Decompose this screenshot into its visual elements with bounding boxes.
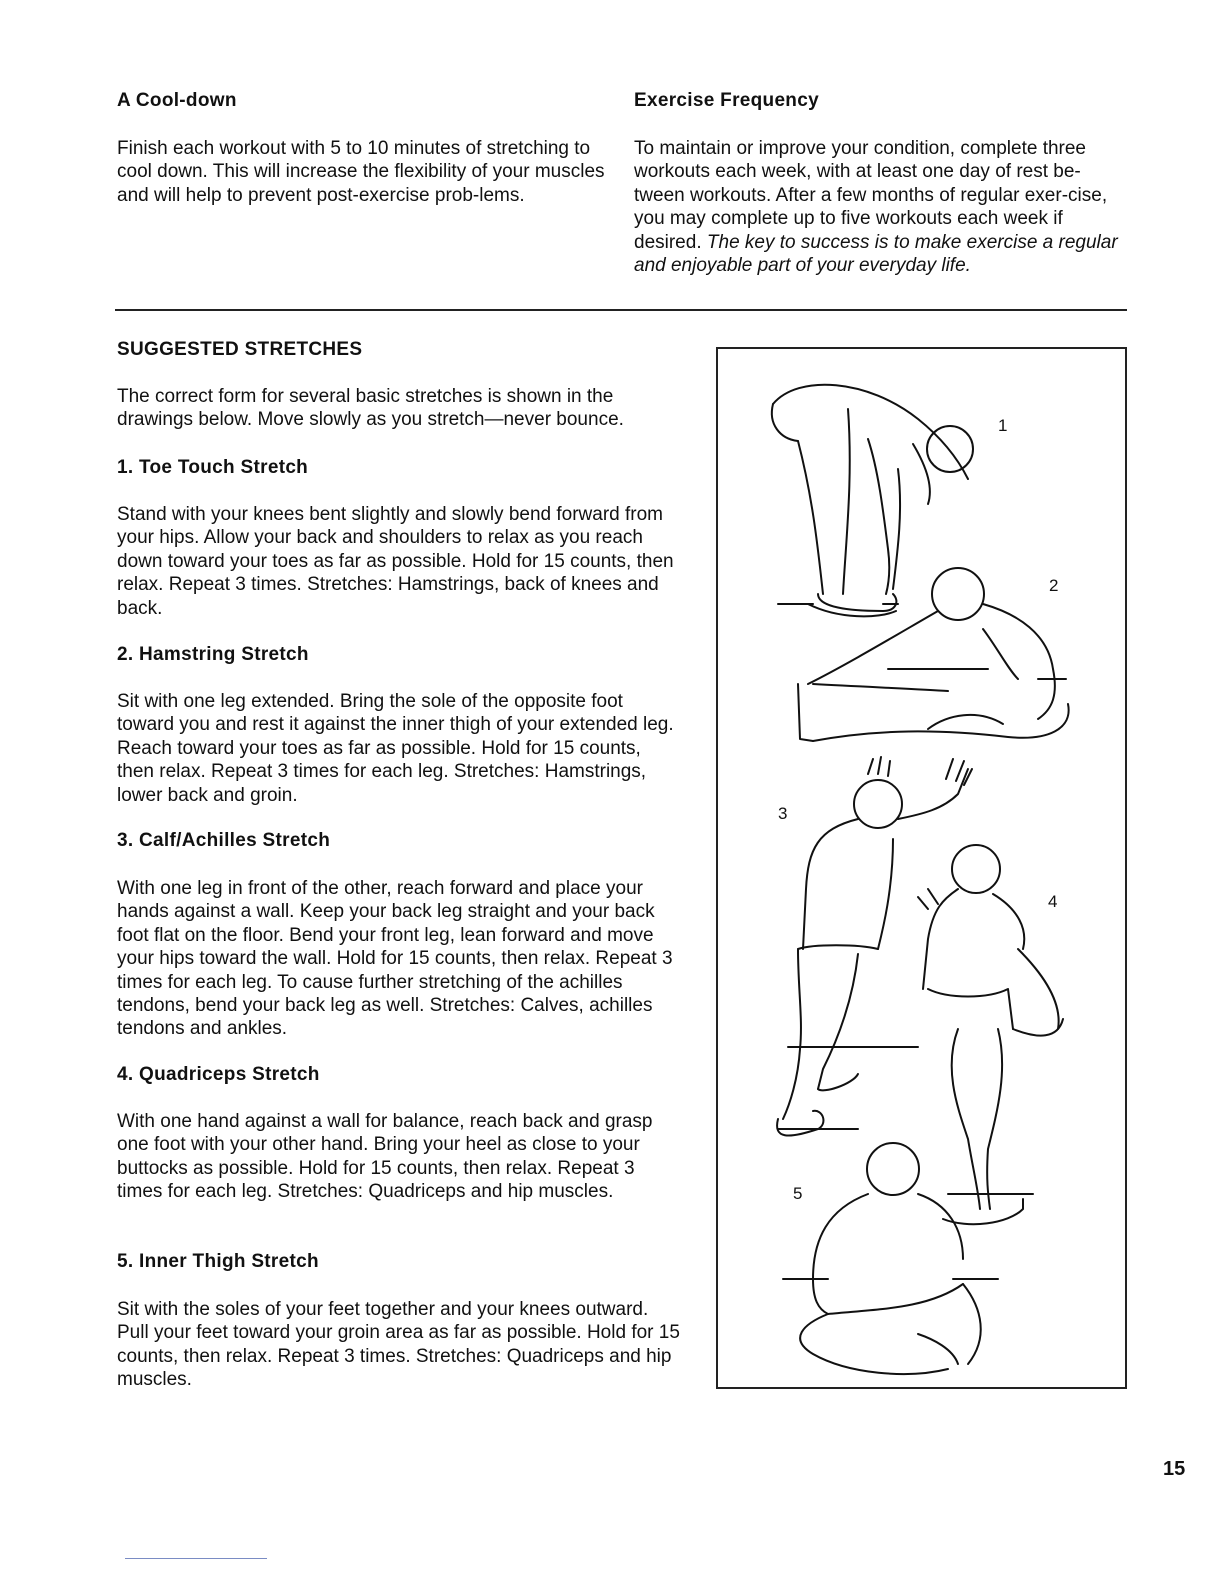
- stretch-5-body: Sit with the soles of your feet together and your knees outward. Pull your feet toward your groin area as far as possible. Hold for 15 counts, then relax. Repeat 3 times. Stretches: Quadriceps and hip muscles.: [117, 1299, 680, 1391]
- quadriceps-figure: [918, 845, 1063, 1224]
- calf-stretch-figure: [777, 757, 972, 1136]
- cooldown-heading: A Cool-down: [117, 90, 237, 111]
- figure-label-3: 3: [778, 804, 788, 823]
- stretch-2-body: Sit with one leg extended. Bring the sole of the opposite foot toward you and rest it against the inner thigh of your extended leg. Reach toward your toes as far as possible. Hold for 15 counts, then relax. Repeat 3 times for each leg. Stretches: Hamstrings, lower back and groin.: [117, 691, 674, 806]
- footer-rule: [125, 1558, 267, 1559]
- frequency-emphasis: The key to success is to make exercise a regular and enjoyable part of your everyday life.: [634, 231, 1118, 277]
- frequency-body-text: To maintain or improve your condition, complete three workouts each week, with at least one day of rest be-tween workouts. After a few months of regular exer-cise, you may complete up to five workouts each week if desired.: [634, 138, 1108, 253]
- figure-label-4: 4: [1048, 892, 1058, 911]
- stretch-4-title: 4. Quadriceps Stretch: [117, 1064, 320, 1085]
- stretch-1-title: 1. Toe Touch Stretch: [117, 457, 309, 478]
- stretch-illustrations: [716, 347, 1127, 1389]
- stretch-5-title: 5. Inner Thigh Stretch: [117, 1251, 319, 1272]
- stretch-3-title: 3. Calf/Achilles Stretch: [117, 830, 331, 851]
- figure-label-1: 1: [998, 416, 1008, 435]
- frequency-body: [634, 137, 1126, 277]
- stretches-intro: The correct form for several basic stretches is shown in the drawings below. Move slowly as you stretch—never bounce.: [117, 386, 624, 431]
- figure-label-2: 2: [1049, 576, 1059, 595]
- figure-label-5: 5: [793, 1184, 803, 1203]
- inner-thigh-figure: [783, 1143, 998, 1374]
- stretch-4-body: With one hand against a wall for balance, reach back and grasp one foot with your other hand. Bring your heel as close to your buttocks as possible. Hold for 15 counts, then relax. Repeat 3 times for each leg. Stretches: Quadriceps and hip muscles.: [117, 1111, 653, 1203]
- page-number: 15: [1163, 1458, 1186, 1480]
- frequency-heading: Exercise Frequency: [634, 90, 819, 111]
- stretches-heading: SUGGESTED STRETCHES: [117, 339, 363, 360]
- toe-touch-figure: [772, 385, 973, 617]
- stretch-illustrations-drawing: [718, 349, 1125, 1387]
- stretch-1-body: Stand with your knees bent slightly and slowly bend forward from your hips. Allow your back and shoulders to relax as you reach down toward your toes as far as possible. Hold for 15 counts, then relax. Repeat 3 times. Stretches: Hamstrings, back of knees and back.: [117, 504, 674, 619]
- stretch-2-title: 2. Hamstring Stretch: [117, 644, 309, 665]
- stretch-3-body: With one leg in front of the other, reach forward and place your hands against a wall. Keep your back leg straight and your back foot flat on the floor. Bend your front leg, lean forward and move your hips toward the wall. Hold for 15 counts, then relax. Repeat 3 times for each leg. To cause further stretching of the achilles tendons, bend your back leg as well. Stretches: Calves, achilles tendons and ankles.: [117, 878, 673, 1040]
- hamstring-figure: [798, 568, 1069, 741]
- section-divider: [115, 309, 1127, 311]
- cooldown-body: Finish each workout with 5 to 10 minutes of stretching to cool down. This will increase the flexibility of your muscles and will help to prevent post-exercise prob-lems.: [117, 138, 605, 206]
